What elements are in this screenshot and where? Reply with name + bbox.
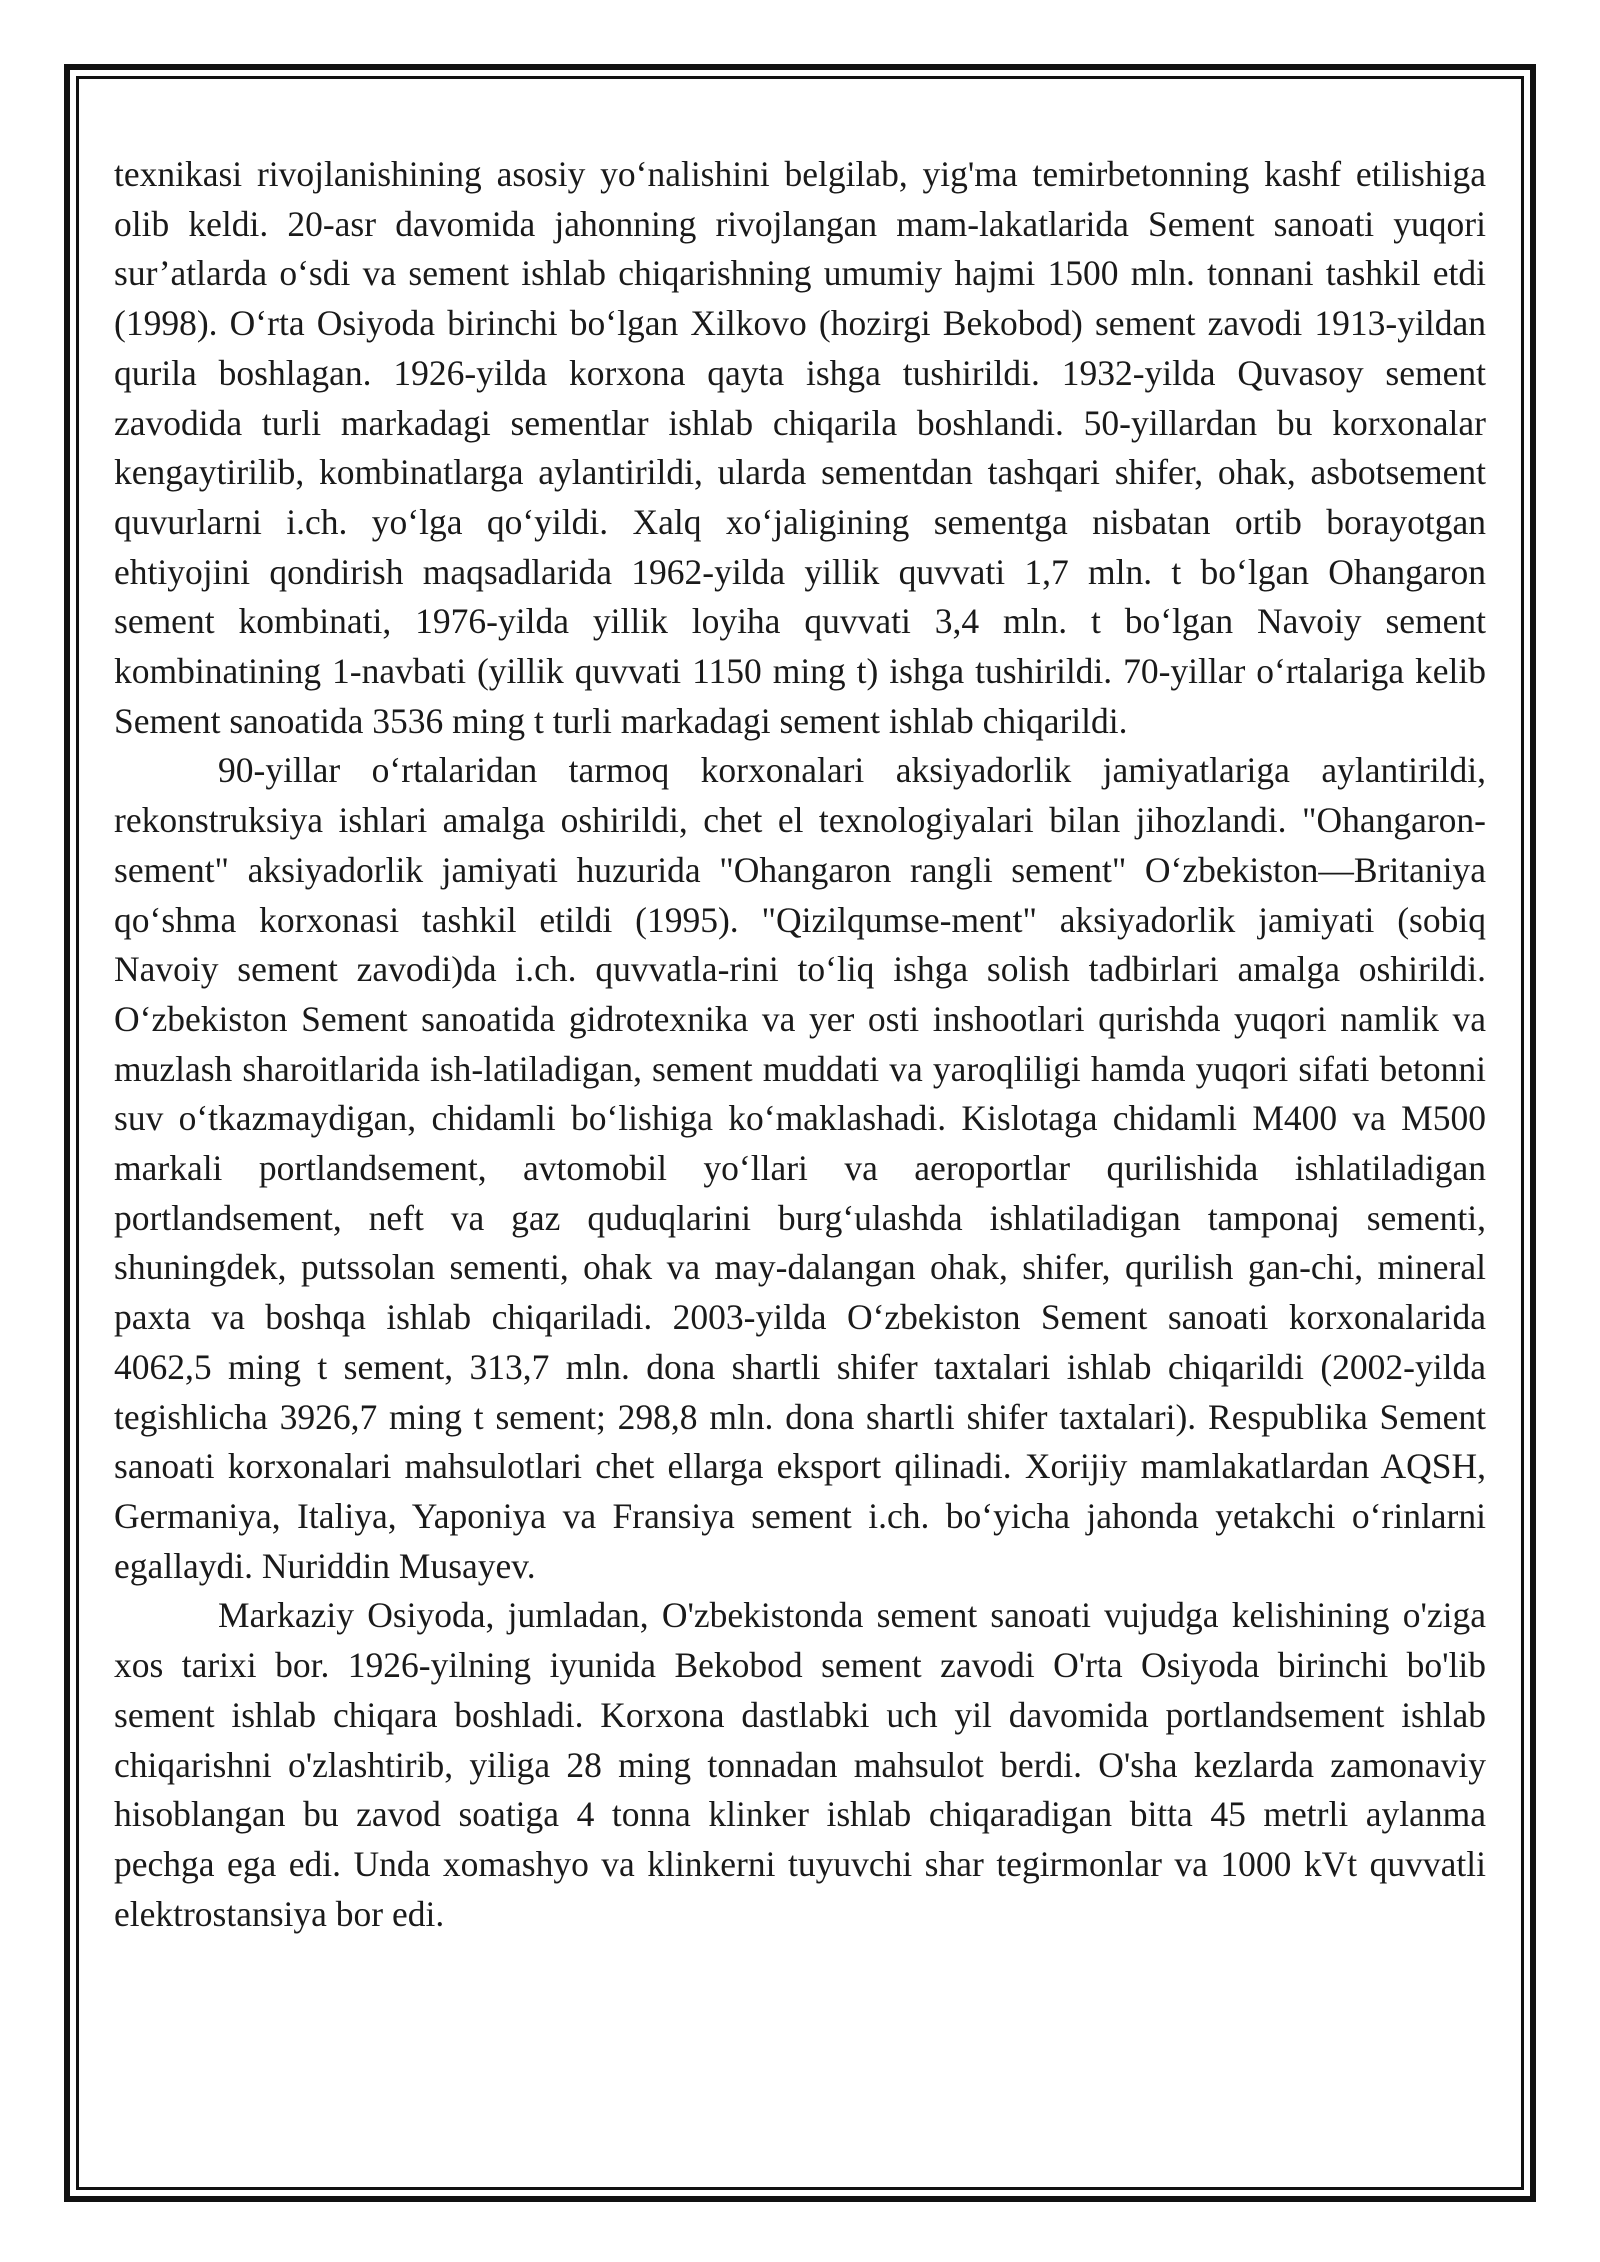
document-body [114,150,1486,1939]
paragraph-continuation: texnikasi rivojlanishining asosiy yo‘nalishini belgilab, yig'ma temirbetonning kashf etilishiga olib keldi. 20-asr davomida jahonning rivojlangan mam-lakatlarida Sement sanoati yuqori sur’atlarda o‘sdi va sement ishlab chiqarishning umumiy hajmi 1500 mln. tonnani tashkil etdi (1998). O‘rta Osiyoda birinchi bo‘lgan Xilkovo (hozirgi Bekobod) sement zavodi 1913-yildan qurila boshlagan. 1926-yilda korxona qayta ishga tushirildi. 1932-yilda Quvasoy sement zavodida turli markadagi sementlar ishlab chiqarila boshlandi. 50-yillardan bu korxonalar kengaytirilib, kombinatlarga aylantirildi, ularda sementdan tashqari shifer, ohak, asbotsement quvurlarni i.ch. yo‘lga qo‘yildi. Xalq xo‘jaligining sementga nisbatan ortib borayotgan ehtiyojini qondirish maqsadlarida 1962-yilda yillik quvvati 1,7 mln. t bo‘lgan Ohangaron sement kombinati, 1976-yilda yillik loyiha quvvati 3,4 mln. t bo‘lgan Navoiy sement kombinatining 1-navbati (yillik quvvati 1150 ming t) ishga tushirildi. 70-yillar o‘rtalariga kelib Sement sanoatida 3536 ming t turli markadagi sement ishlab chiqarildi. [114,154,1486,741]
paragraph-central-asia-history: Markaziy Osiyoda, jumladan, O'zbekistonda sement sanoati vujudga kelishining o'ziga xos tarixi bor. 1926-yilning iyunida Bekobod sement zavodi O'rta Osiyoda birinchi bo'lib sement ishlab chiqara boshladi. Korxona dastlabki uch yil davomida portlandsement ishlab chiqarishni o'zlashtirib, yiliga 28 ming tonnadan mahsulot berdi. O'sha kezlarda zamonaviy hisoblangan bu zavod soatiga 4 tonna klinker ishlab chiqaradigan bitta 45 metrli aylanma pechga ega edi. Unda xomashyo va klinkerni tuyuvchi shar tegirmonlar va 1000 kVt quvvatli elektrostansiya bor edi. [114,1595,1486,1934]
paragraph-90s-privatization: 90-yillar o‘rtalaridan tarmoq korxonalari aksiyadorlik jamiyatlariga aylantirildi, rekonstruksiya ishlari amalga oshirildi, chet el texnologiyalari bilan jihozlandi. "Ohangaron-sement" aksiyadorlik jamiyati huzurida "Ohangaron rangli sement" O‘zbekiston—Britaniya qo‘shma korxonasi tashkil etildi (1995). "Qizilqumse-ment" aksiyadorlik jamiyati (sobiq Navoiy sement zavodi)da i.ch. quvvatla-rini to‘liq ishga solish tadbirlari amalga oshirildi. O‘zbekiston Sement sanoatida gidrotexnika va yer osti inshootlari qurishda yuqori namlik va muzlash sharoitlarida ish-latiladigan, sement muddati va yaroqliligi hamda yuqori sifati betonni suv o‘tkazmaydigan, chidamli bo‘lishiga ko‘maklashadi. Kislotaga chidamli M400 va M500 markali portlandsement, avtomobil yo‘llari va aeroportlar qurilishida ishlatiladigan portlandsement, neft va gaz quduqlarini burg‘ulashda ishlatiladigan tamponaj sementi, shuningdek, putssolan sementi, ohak va may-dalangan ohak, shifer, qurilish gan-chi, mineral paxta va boshqa ishlab chiqariladi. 2003-yilda O‘zbekiston Sement sanoati korxonalarida 4062,5 ming t sement, 313,7 mln. dona shartli shifer taxtalari ishlab chiqarildi (2002-yilda tegishlicha 3926,7 ming t sement; 298,8 mln. dona shartli shifer taxtalari). Respublika Sement sanoati korxonalari mahsulotlari chet ellarga eksport qilinadi. Xorijiy mamlakatlardan AQSH, Germaniya, Italiya, Yaponiya va Fransiya sement i.ch. bo‘yicha jahonda yetakchi o‘rinlarni egallaydi. Nuriddin Musayev. [114,750,1486,1586]
